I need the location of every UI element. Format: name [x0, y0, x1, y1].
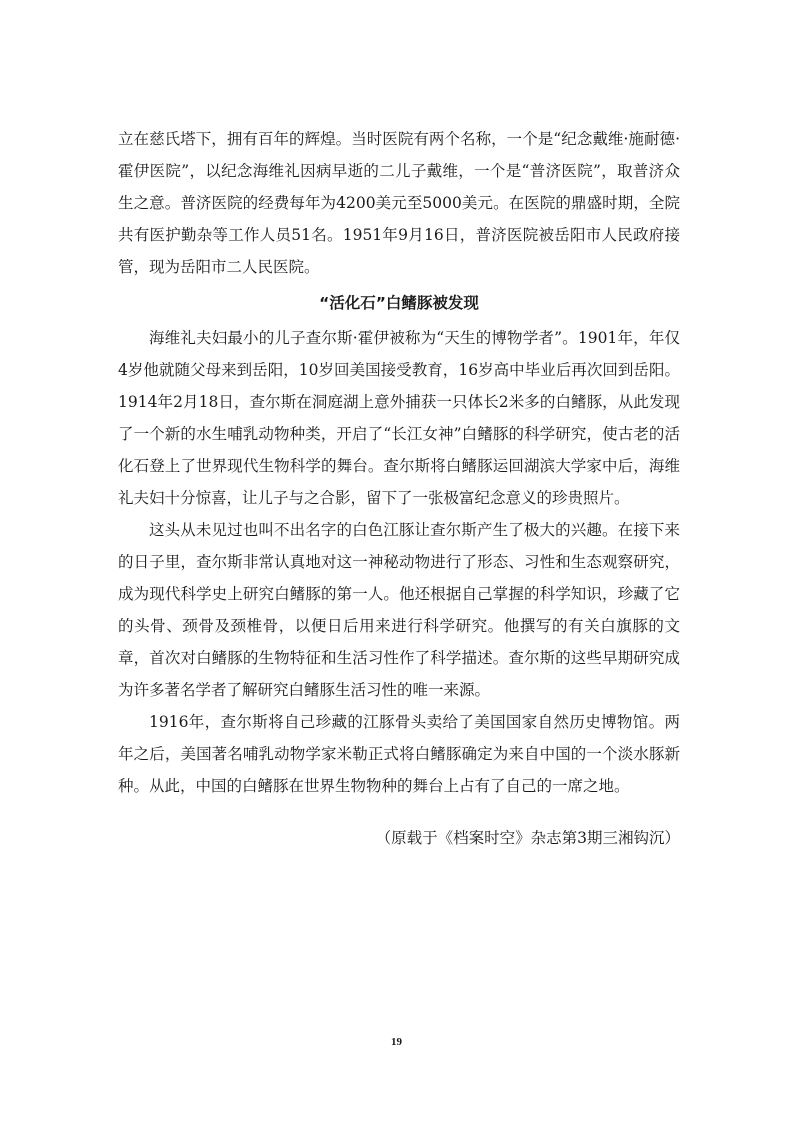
body-paragraph-1: 海维礼夫妇最小的儿子查尔斯·霍伊被称为“天生的博物学者”。1901年，年仅4岁他就随父母来到岳阳，10岁回美国接受教育，16岁高中毕业后再次回到岳阳。1914年2月18日，查尔斯在洞庭湖上意外捕获一只体长2米多的白鳍豚，从此发现了一个新的水生哺乳动物种类，开启了“长江女神”白鳍豚的科学研究，使古老的活化石登上了世界现代生物科学的舞台。查尔斯将白鳍豚运回湖滨大学家中后，海维礼夫妇十分惊喜，让儿子与之合影，留下了一张极富纪念意义的珍贵照片。 — [118, 329, 680, 507]
intro-paragraph: 立在慈氏塔下，拥有百年的辉煌。当时医院有两个名称，一个是“纪念戴维·施耐德·霍伊医院”，以纪念海维礼因病早逝的二儿子戴维，一个是“普济医院”，取普济众生之意。普济医院的经费每年为4200美元至5000美元。在医院的鼎盛时期，全院共有医护勤杂等工作人员51名。1951年9月16日，普济医院被岳阳市人民政府接管，现为岳阳市二人民医院。 — [118, 130, 680, 276]
source-citation: （原载于《档案时空》杂志第3期三湘钩沉） — [375, 829, 680, 847]
body-paragraph-2: 这头从未见过也叫不出名字的白色江豚让查尔斯产生了极大的兴趣。在接下来的日子里，查尔斯非常认真地对这一神秘动物进行了形态、习性和生态观察研究，成为现代科学史上研究白鳍豚的第一人。他还根据自己掌握的科学知识，珍藏了它的头骨、颈骨及颈椎骨，以便日后用来进行科学研究。他撰写的有关白旗豚的文章，首次对白鳍豚的生物特征和生活习性作了科学描述。查尔斯的这些早期研究成为许多著名学者了解研究白鳍豚生活习性的唯一来源。 — [118, 521, 680, 699]
body-paragraph-3: 1916年，查尔斯将自己珍藏的江豚骨头卖给了美国国家自然历史博物馆。两年之后，美国著名哺乳动物学家米勒正式将白鳍豚确定为来自中国的一个淡水豚新种。从此，中国的白鳍豚在世界生物物种的舞台上占有了自己的一席之地。 — [118, 713, 680, 795]
section-heading: “活化石”白鳍豚被发现 — [319, 294, 479, 312]
article-body — [118, 123, 680, 854]
page-number: 19 — [391, 1036, 402, 1048]
